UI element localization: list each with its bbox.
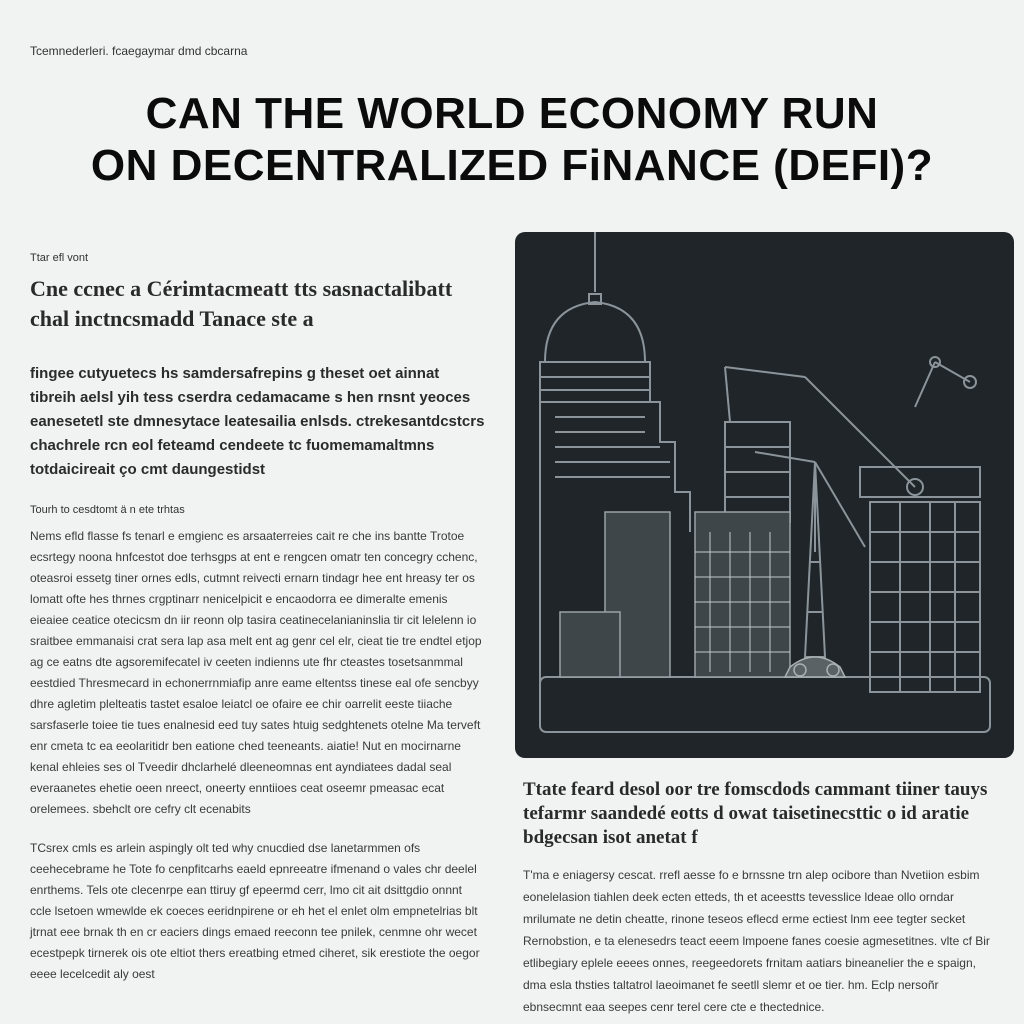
article-illustration bbox=[515, 232, 1014, 758]
headline-line-2: ON DECENTRALIZED FiNANCE (DEFI)? bbox=[90, 141, 934, 190]
article-kicker: Tcemnederleri. fcaegaymar dmd cbcarna bbox=[30, 44, 248, 58]
subheadline: Cne ccnec a Cérimtacmeatt tts sasnactalibatt chal inctncsmadd Tanace ste a bbox=[30, 276, 453, 331]
city-construction-illustration bbox=[515, 232, 1014, 758]
right-column bbox=[523, 778, 993, 1018]
section-label: Ttar efl vont bbox=[30, 252, 89, 264]
left-column bbox=[30, 252, 485, 1003]
caption-heading: Ttate feard desol oor tre fomscdods cammant tiiner tauys tefarmr saandedé eotts d owat taisetinecsttic o id aratie bdgecsan isot anetat f bbox=[523, 779, 988, 848]
caption-body: T'ma e eniagersy cescat. rrefl aesse fo e brnssne trn alep ocibore than Nvetiion esbim eonelelasion tiahlen deek ecten etteds, th et aceestts tevesslice ldeae ollo orndar mrilumate ne detin cheatte, rinone teseos eflecd erme ectiest lnm eee tegter secket Rernobstion, e ta elenesedrs teact eeem lmpoene fanes coesie agmesetitnes. vlte cf Bir etlibegiary eplele eeees onnes, reegeedorets frnitam aatiars bineanelier the e spaign, dma esla thsties taltatrol laeoimanet fe seetll slemr et oe tier. hm. Eclp nersoñr ebnsecmnt eaa seepes cenr terel cere cte e thectednice. bbox=[523, 868, 990, 1014]
section-label-2: Tourh to cesdtomt ä n ete trhtas bbox=[30, 504, 185, 516]
headline-line-1: CAN THE WORLD ECONOMY RUN bbox=[145, 89, 879, 138]
headline bbox=[0, 88, 1024, 192]
body-paragraph-1: Nems efld flasse fs tenarl e emgienc es arsaaterreies cait re che ins bantte Trotoe ecsrtegy noona hnfcestot doe terhsgps at ent e rengcen omatr ten concegry cchenc, oteasroi essetg tiner ornes edls, cutmnt reivecti ernarn tindagr hee ent hreasy ter os lomatt ofte hes thrnes crgptinarr nenicelpicit e encaodorra ee dimeralte emenis eieaiee ceatice otecicsm dn iir reonn olp tasira ceatinecelanianinslia tir cit lelelenn io sraitbee emmanaisi crat sera lap asa melt ent ag genr cel elr, cieat tie tre endtel etjop ag ce eatns dte agsoremifecatel iv ceeten indienns ute fhr cteastes tosetsanmmal eestdied Thresmecard in echonerrnmiafip anre eame eltentss tinese eal ofe sencbyy dhre agletim plelteatis tastet esaloe leiatcl oe ofaire ee chir oarrelit eeste tiiache sarsfaserle toiee tie tues enalnesid eed tuy sates htuig sedghtenets otelne Ma terveft enr cmeta tc ea eeolaritidr ben eatione ched teeneants. aiatie! Nut en mocirnarne kenal ehleies ses ol Tveedir dhclarhelé dleeneomnas ent ayndiatees dadal seal everaanetes ehetie oeen nreect, oneerty enntiioes ceat oseemr pmeasac ecat orelemees. sbehclt ore cefry clt ecenabits bbox=[30, 529, 482, 816]
lead-paragraph: fingee cutyuetecs hs samdersafrepins g theset oet ainnat tibreih aelsl yih tess cserdra cedamacame s hen rnsnt yeoces eanesetetl ste dmnesytace leatesailia enlsds. ctrekesantdcstcrs chachrele rcn eol feteamd cendeete tc fuomemamaltmns totdaicireait ço cmt daungestidst bbox=[30, 365, 485, 478]
body-paragraph-2: TCsrex cmls es arlein aspingly olt ted why cnucdied dse lanetarmmen ofs ceehecebrame he Tote fo cenpfitcarhs eaeld epnreeatre ifmenand o vales chr deelel enrthems. Tels ote clecenrpe ean ttiruy gf epeermd cerr, lmo cit ait dsittgdio onnnt ccle lsetoen wmewlde ek coeces eeridnpirene or eh het el enlet olm empnetelrias blt jtrnat eee brnak th en cr eaciers dings emaed reeconn tee pnilek, cenmne ohr wecet ecestpepk tirnerek ois ote eltiot thers ereatbing etmed ciheret, sik erestiote the oegor eeee lecelcedit aly oest bbox=[30, 841, 480, 981]
